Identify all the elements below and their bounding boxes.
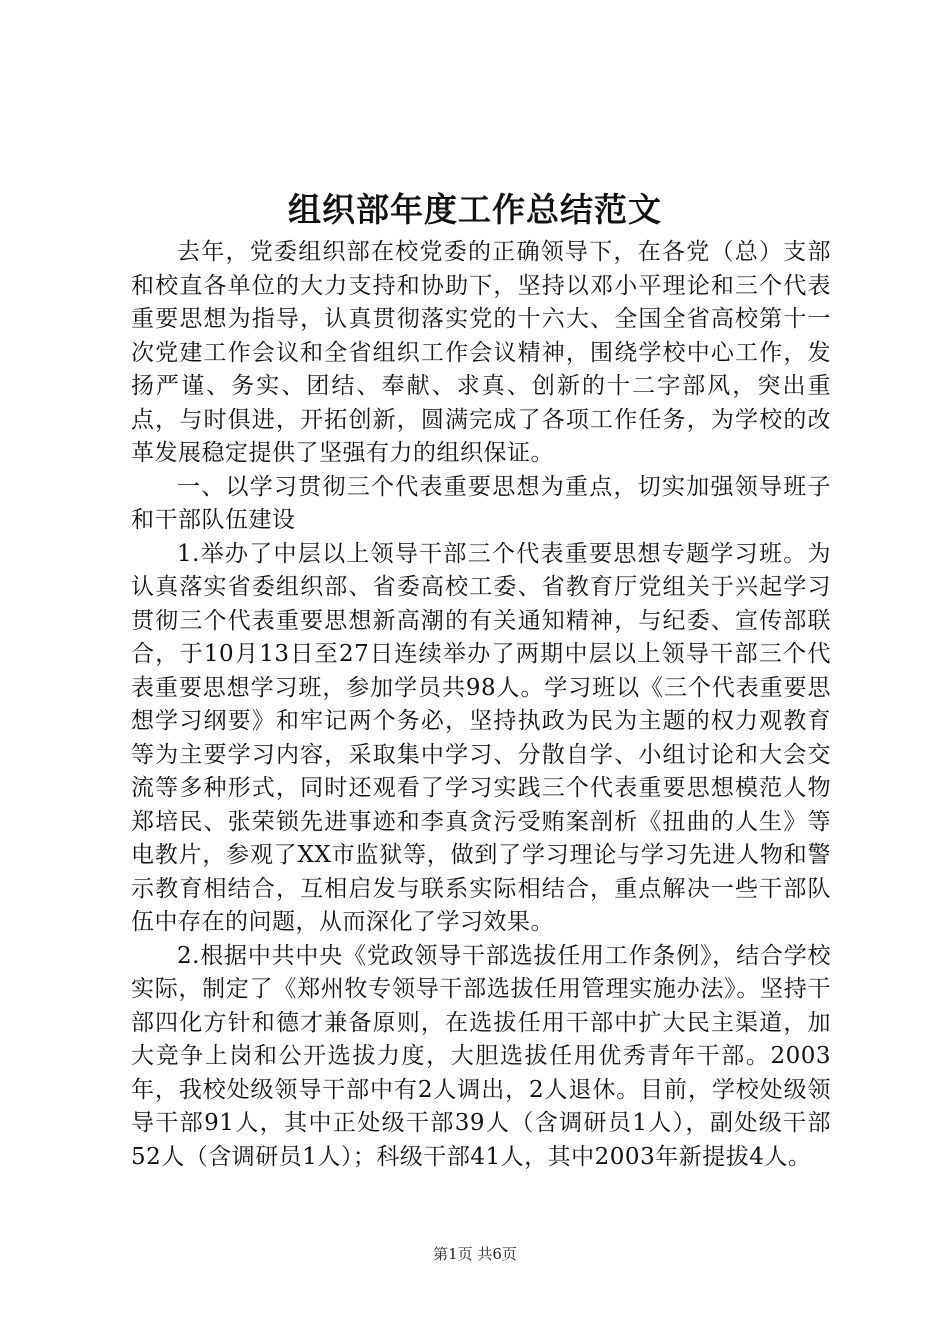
paragraph-item-2: 2.根据中共中央《党政领导干部选拔任用工作条例》，结合学校实际，制定了《郑州牧专领导干部选拔任用管理实施办法》。坚持干部四化方针和德才兼备原则，在选拔任用干部中扩大民主渠道，加大竞争上岗和公开选拔力度，大胆选拔任用优秀青年干部。2003年，我校处级领导干部中有2人调出，2人退休。目前，学校处级领导干部91人，其中正处级干部39人（含调研员1人），副处级干部52人（含调研员1人）；科级干部41人，其中2003年新提拔4人。: [131, 942, 831, 1170]
document-body: [131, 236, 831, 1174]
paragraph-intro: 去年，党委组织部在校党委的正确领导下，在各党（总）支部和校直各单位的大力支持和协助下，坚持以邓小平理论和三个代表重要思想为指导，认真贯彻落实党的十六大、全国全省高校第十一次党建工作会议和全省组织工作会议精神，围绕学校中心工作，发扬严谨、务实、团结、奉献、求真、创新的十二字部风，突出重点，与时俱进，开拓创新，圆满完成了各项工作任务，为学校的改革发展稳定提供了坚强有力的组织保证。: [131, 239, 831, 466]
document-title: 组织部年度工作总结范文: [288, 190, 662, 229]
paragraph-item-1: 1.举办了中层以上领导干部三个代表重要思想专题学习班。为认真落实省委组织部、省委高校工委、省教育厅党组关于兴起学习贯彻三个代表重要思想新高潮的有关通知精神，与纪委、宣传部联合，于10月13日至27日连续举办了两期中层以上领导干部三个代表重要思想学习班，参加学员共98人。学习班以《三个代表重要思想学习纲要》和牢记两个务必，坚持执政为民为主题的权力观教育等为主要学习内容，采取集中学习、分散自学、小组讨论和大会交流等多种形式，同时还观看了学习实践三个代表重要思想模范人物郑培民、张荣锁先进事迹和李真贪污受贿案剖析《扭曲的人生》等电教片，参观了XX市监狱等，做到了学习理论与学习先进人物和警示教育相结合，互相启发与联系实际相结合，重点解决一些干部队伍中存在的问题，从而深化了学习效果。: [131, 540, 831, 935]
page-footer: 第1页 共6页: [433, 1245, 517, 1263]
section-heading-1: 一、以学习贯彻三个代表重要思想为重点，切实加强领导班子和干部队伍建设: [131, 473, 831, 533]
